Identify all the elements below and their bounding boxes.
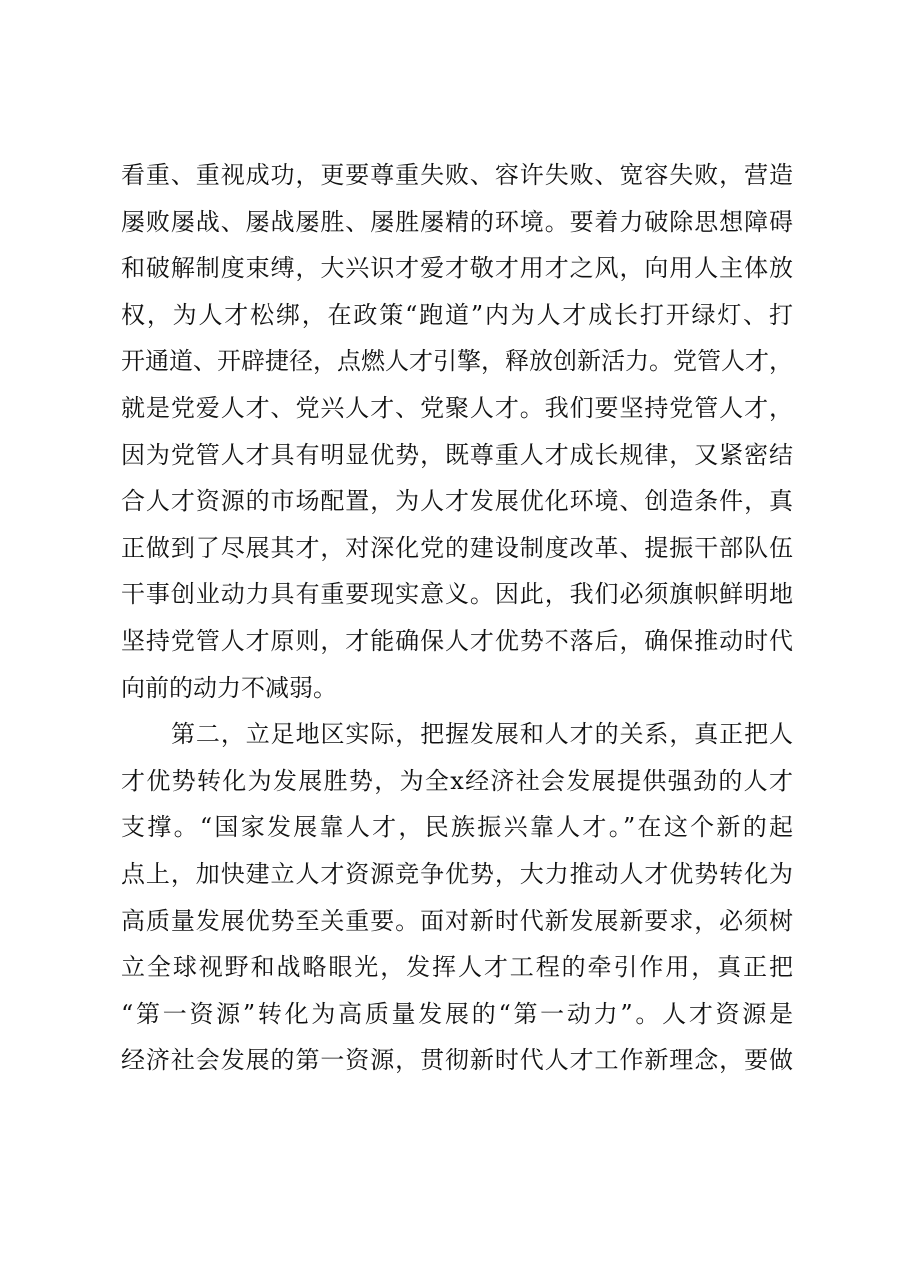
text-line: 坚持党管人才原则，才能确保人才优势不落后，确保推动时代 (121, 626, 793, 655)
text-line: 经济社会发展的第一资源，贯彻新时代人才工作新理念，要做 (121, 1046, 793, 1075)
text-line: 干事创业动力具有重要现实意义。因此，我们必须旗帜鲜明地 (121, 580, 793, 609)
text-line-indented: 第二，立足地区实际，把握发展和人才的关系，真正把人 (171, 720, 793, 749)
text-line-last: 向前的动力不减弱。 (121, 673, 337, 702)
text-line: 合人才资源的市场配置，为人才发展优化环境、创造条件，真 (121, 487, 793, 516)
text-line: 看重、重视成功，更要尊重失败、容许失败、宽容失败，营造 (121, 161, 793, 189)
text-line: 权，为人才松绑，在政策“跑道”内为人才成长打开绿灯、打 (121, 300, 793, 329)
text-line: 高质量发展优势至关重要。面对新时代新发展新要求，必须树 (121, 906, 793, 935)
text-line: 支撑。“国家发展靠人才，民族振兴靠人才。”在这个新的起 (121, 813, 793, 842)
text-line: “第一资源”转化为高质量发展的“第一动力”。人才资源是 (121, 999, 793, 1028)
text-line: 立全球视野和战略眼光，发挥人才工程的牵引作用，真正把 (121, 953, 793, 982)
text-line: 正做到了尽展其才，对深化党的建设制度改革、提振干部队伍 (121, 533, 793, 562)
text-line: 和破解制度束缚，大兴识才爱才敬才用才之风，向用人主体放 (121, 254, 793, 283)
text-line: 才优势转化为发展胜势，为全x经济社会发展提供强劲的人才 (121, 766, 793, 795)
text-line: 就是党爱人才、党兴人才、党聚人才。我们要坚持党管人才， (121, 393, 793, 422)
paragraph-1 (121, 152, 793, 711)
body-text (121, 152, 793, 1084)
text-line: 点上，加快建立人才资源竞争优势，大力推动人才优势转化为 (121, 859, 793, 888)
text-line: 屡败屡战、屡战屡胜、屡胜屡精的环境。要着力破除思想障碍 (121, 207, 793, 236)
text-line: 开通道、开辟捷径，点燃人才引擎，释放创新活力。党管人才， (121, 347, 793, 376)
text-line: 因为党管人才具有明显优势，既尊重人才成长规律，又紧密结 (121, 440, 793, 469)
paragraph-2 (121, 711, 793, 1084)
